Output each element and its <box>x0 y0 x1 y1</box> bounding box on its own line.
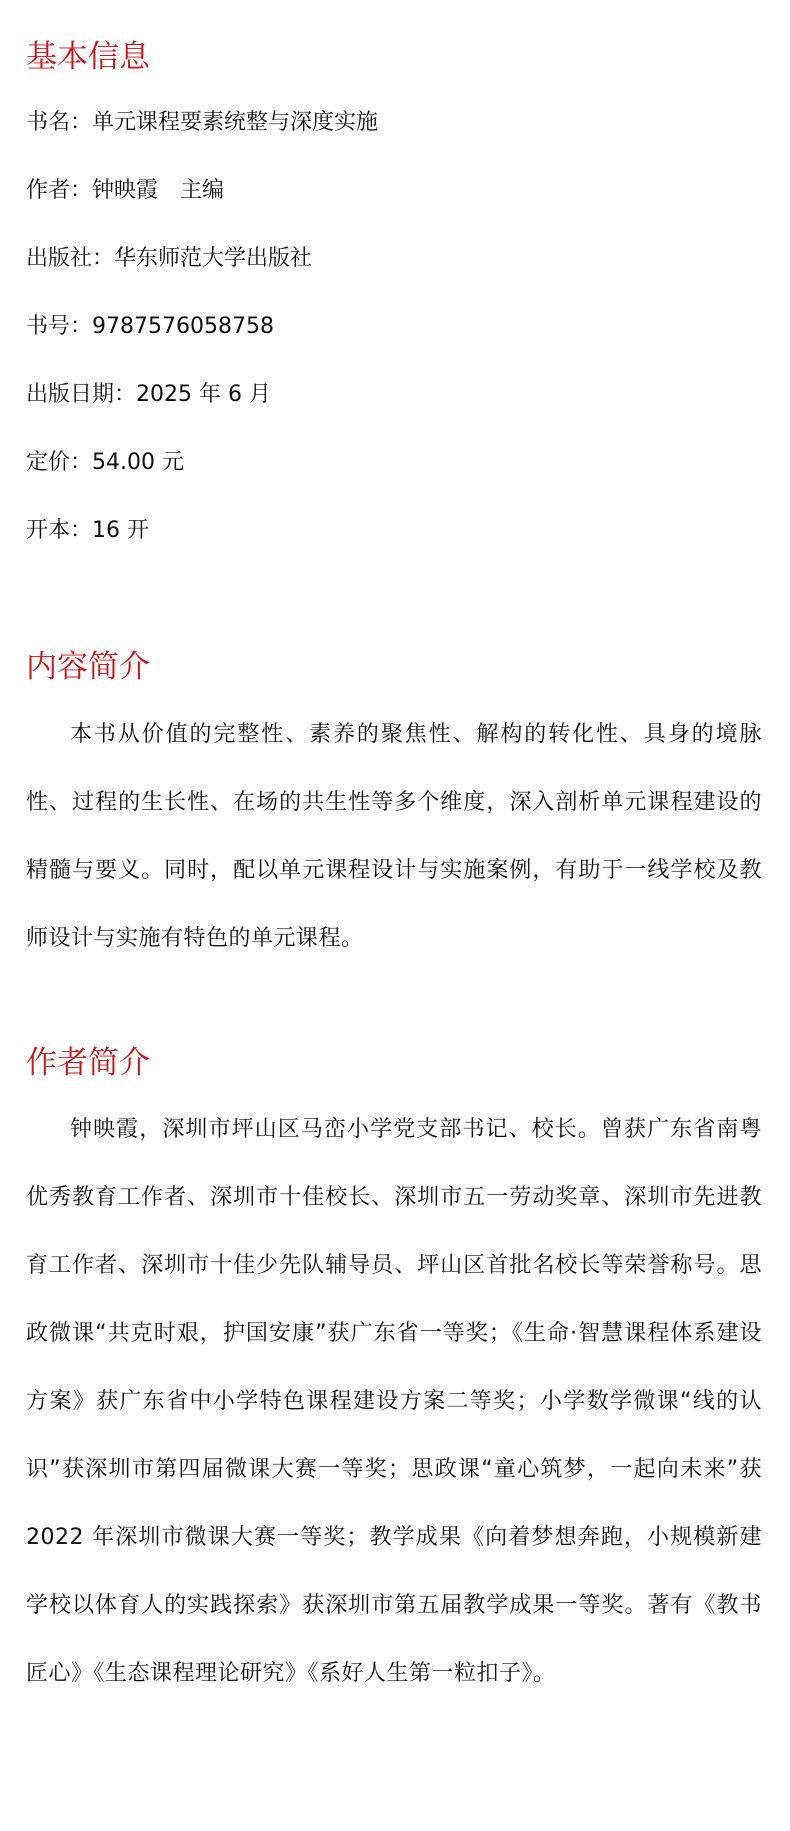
isbn-line: 书号：9787576058758 <box>26 314 274 339</box>
basic-info-heading: 基本信息 <box>26 39 150 75</box>
format-line: 开本：16 开 <box>26 518 149 543</box>
publisher-line: 出版社：华东师范大学出版社 <box>26 246 313 271</box>
content-intro-paragraph: 本书从价值的完整性、素养的聚焦性、解构的转化性、具身的境脉性、过程的生长性、在场的共生性等多个维度，深入剖析单元课程建设的精髓与要义。同时，配以单元课程设计与实施案例，有助于一线学校及教师设计与实施有特色的单元课程。 <box>26 722 762 951</box>
author-intro-heading: 作者简介 <box>26 1045 150 1081</box>
price-line: 定价：54.00 元 <box>26 450 184 475</box>
basic-info-list <box>26 112 378 588</box>
pub-date-line: 出版日期：2025 年 6 月 <box>26 382 271 407</box>
author-intro-paragraph: 钟映霞，深圳市坪山区马峦小学党支部书记、校长。曾获广东省南粤优秀教育工作者、深圳市十佳校长、深圳市五一劳动奖章、深圳市先进教育工作者、深圳市十佳少先队辅导员、坪山区首批名校长等荣誉称号。思政微课“共克时艰，护国安康”获广东省一等奖；《生命·智慧课程体系建设方案》获广东省中小学特色课程建设方案二等奖；小学数学微课“线的认识”获深圳市第四届微课大赛一等奖；思政课“童心筑梦，一起向未来”获 2022 年深圳市微课大赛一等奖；教学成果《向着梦想奔跑，小规模新建学校以体育人的实践探索》获深圳市第五届教学成果一等奖。著有《教书匠心》《生态课程理论研究》《系好人生第一粒扣子》。 <box>26 1117 762 1686</box>
content-intro-heading: 内容简介 <box>26 649 150 685</box>
author-line: 作者：钟映霞 主编 <box>26 178 225 203</box>
book-name-line: 书名：单元课程要素统整与深度实施 <box>26 110 379 135</box>
